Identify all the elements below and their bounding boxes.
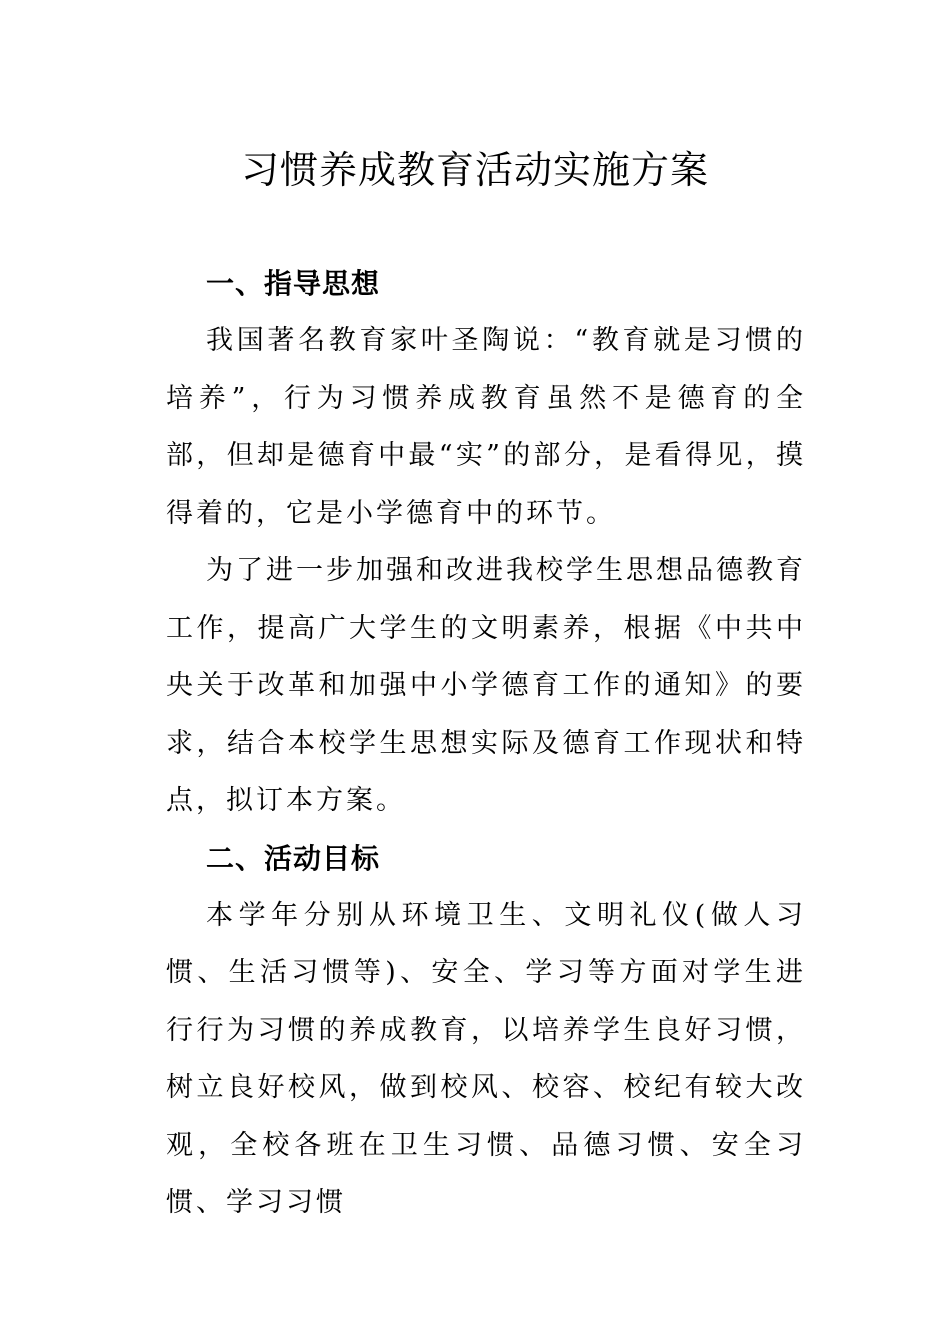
document-body: [166, 255, 806, 1232]
section-heading-guiding-ideology: 一、指导思想: [206, 267, 381, 300]
section-heading-activity-goals: 二、活动目标: [206, 841, 381, 875]
document-title: 习惯养成教育活动实施方案: [240, 148, 709, 192]
paragraph: 本学年分别从环境卫生、文明礼仪(做人习惯、生活习惯等)、安全、学习等方面对学生进行行为习惯的养成教育，以培养学生良好习惯，树立良好校风，做到校风、校容、校纪有较大改观，全校各班在卫生习惯、品德习惯、安全习惯、学习习惯: [166, 899, 806, 1218]
paragraph: 为了进一步加强和改进我校学生思想品德教育工作，提高广大学生的文明素养，根据《中共中央关于改革和加强中小学德育工作的通知》的要求，结合本校学生思想实际及德育工作现状和特点，拟订本方案。: [166, 555, 806, 816]
paragraph: 我国著名教育家叶圣陶说：“教育就是习惯的培养”，行为习惯养成教育虽然不是德育的全部，但却是德育中最“实”的部分，是看得见，摸得着的，它是小学德育中的环节。: [166, 325, 806, 529]
